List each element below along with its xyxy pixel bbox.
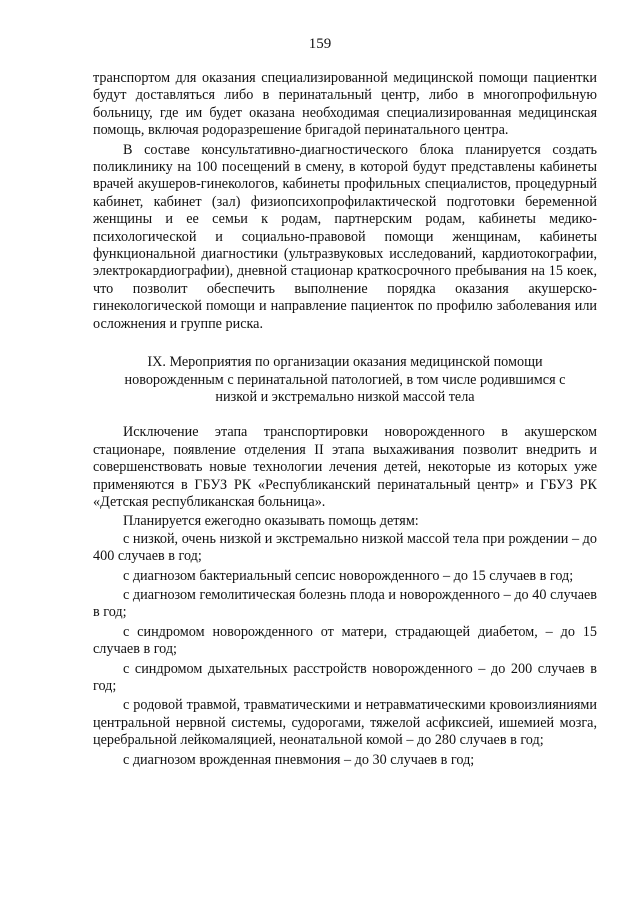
section-paragraph-plan: Планируется ежегодно оказывать помощь детям:: [123, 513, 419, 530]
section-paragraph-transport: Исключение этапа транспортировки новорожденного в акушерском стационаре, появление отделения II этапа выхаживания позволит внедрить и совершенствовать новые технологии лечения детей, некоторые из которых уже применяются в ГБУЗ РК «Республиканский перинатальный центр» и ГБУЗ РК «Детская республиканская больница».: [93, 424, 597, 510]
section-heading-line-1: IX. Мероприятия по организации оказания медицинской помощи: [147, 354, 543, 371]
list-item: с диагнозом врожденная пневмония – до 30 случаев в год;: [123, 751, 475, 768]
care-list: [93, 531, 597, 769]
list-item: с синдромом новорожденного от матери, страдающей диабетом, – до 15 случаев в год;: [93, 623, 597, 658]
list-item: с низкой, очень низкой и экстремально низкой массой тела при рождении – до 400 случаев в год;: [93, 530, 597, 565]
section-heading-line-3: низкой и экстремально низкой массой тела: [215, 388, 475, 405]
intro-paragraph-continued: транспортом для оказания специализированной медицинской помощи пациентки будут доставляться либо в перинатальный центр, либо в многопрофильную больницу, где им будет оказана необходимая специализированная медицинская помощь, включая родоразрешение бригадой перинатального центра.: [93, 70, 597, 139]
list-item: с диагнозом бактериальный сепсис новорожденного – до 15 случаев в год;: [123, 567, 574, 584]
list-item: с диагнозом гемолитическая болезнь плода и новорожденного – до 40 случаев в год;: [93, 586, 597, 621]
document-body: [93, 70, 597, 769]
page-number: 159: [308, 36, 332, 52]
section-heading: [93, 354, 597, 406]
section-heading-line-2: новорожденным с перинатальной патологией, в том числе родившимся с: [124, 371, 566, 388]
list-item: с синдромом дыхательных расстройств новорожденного – до 200 случаев в год;: [93, 660, 597, 694]
intro-paragraph-consultative-block: В составе консультативно-диагностического блока планируется создать поликлинику на 100 посещений в смену, в которой будут представлены кабинеты врачей акушеров-гинекологов, кабинеты профильных специалистов, процедурный кабинет, кабинет (зал) физиопсихопрофилактической подготовки беременной женщины и ее семьи к родам, партнерским родам, кабинеты медико-психологической и социально-правовой помощи женщинам, кабинеты функциональной диагностики (ультразвуковых исследований, кардиотокографии, электрокардиографии), дневной стационар краткосрочного пребывания на 15 коек, что позволит обеспечить выполнение порядка оказания акушерско-гинекологической помощи и направление пациенток по профилю заболевания или осложнения и группе риска.: [93, 141, 597, 332]
list-item: с родовой травмой, травматическими и нетравматическими кровоизлияниями центральной нервной системы, судорогами, тяжелой асфиксией, ишемией мозга, церебральной лейкомаляцией, неонатальной комой – до 280 случаев в год;: [93, 697, 597, 749]
